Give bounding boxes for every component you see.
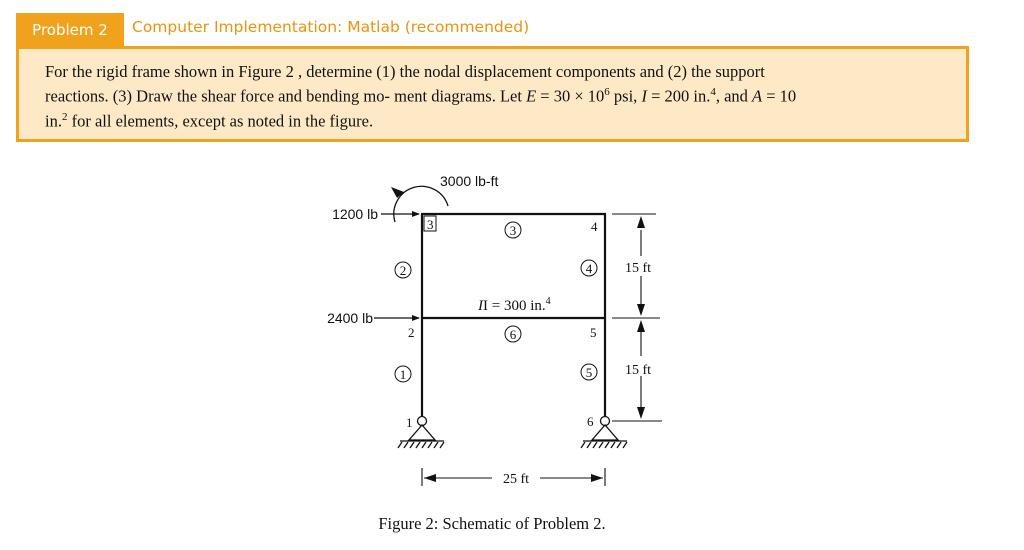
- dimension-lines: [612, 214, 662, 421]
- force-top: [332, 206, 419, 222]
- dim-upper-height: 15 ft: [625, 261, 652, 276]
- element-label: 6: [509, 327, 517, 342]
- problem-statement-box: [16, 49, 969, 142]
- problem-line-1: For the rigid frame shown in Figure 2 , determine (1) the nodal displacement components and (2) the support: [45, 62, 765, 81]
- section-title: Computer Implementation: Matlab (recommended): [132, 18, 530, 36]
- problem-statement: [45, 61, 945, 131]
- figure-caption: Figure 2: Schematic of Problem 2.: [378, 514, 606, 533]
- problem-tab: Problem 2: [16, 13, 124, 47]
- dimension-arrows: [424, 216, 645, 482]
- dim-lower-height: 15 ft: [625, 363, 652, 378]
- element-label: 2: [399, 263, 407, 278]
- node-label: 3: [427, 217, 434, 232]
- frame-schematic: [0, 150, 1024, 510]
- node-label: 1: [406, 415, 413, 430]
- element-label: 3: [509, 223, 517, 238]
- element-label: 4: [585, 261, 593, 276]
- pin-support-left: [398, 417, 444, 449]
- node-label: 5: [590, 325, 597, 340]
- inertia-label: II = 300 in.$^4$: [478, 296, 551, 314]
- moment-label: 3000 lb-ft: [440, 173, 499, 189]
- force-top-label: 1200 lb: [332, 206, 378, 222]
- problem-line-3: in.$^2$ for all elements, except as noted in the figure.: [45, 110, 374, 130]
- dim-width: 25 ft: [502, 472, 530, 487]
- node-labels: [406, 216, 598, 430]
- element-label: 5: [585, 365, 593, 380]
- node-label: 6: [587, 414, 594, 429]
- force-middle-label: 2400 lb: [327, 310, 373, 326]
- node-label: 2: [408, 325, 415, 340]
- frame-members: [421, 214, 606, 416]
- element-label: 1: [399, 367, 407, 382]
- force-middle: [327, 310, 419, 326]
- problem-line-2: reactions. (3) Draw the shear force and bending mo- ment diagrams. Let $E = 30 \times 10^6$ psi, I = 200 in.$^4$, and A = 10: [45, 86, 797, 106]
- node-label: 4: [591, 219, 598, 234]
